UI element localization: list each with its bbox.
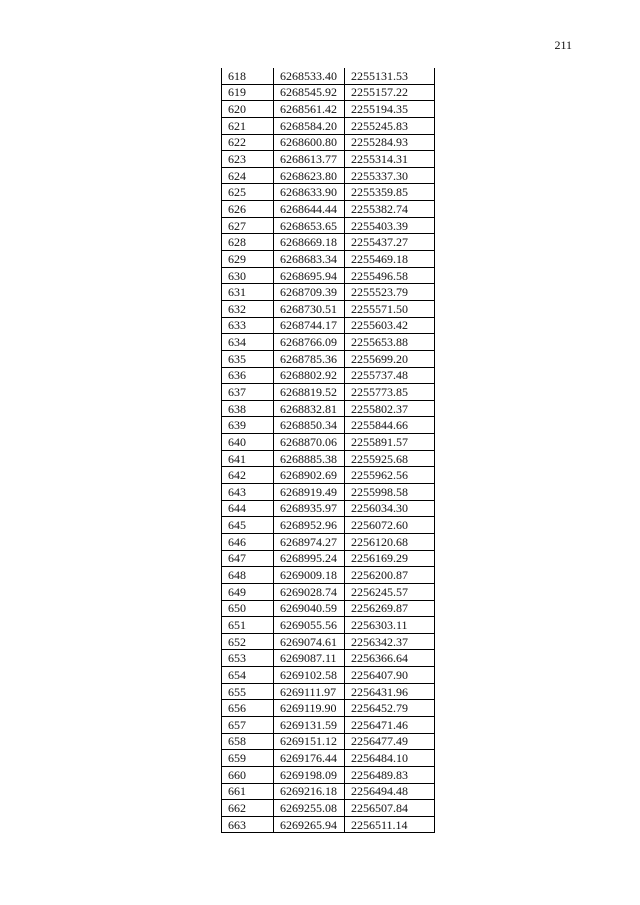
table-row <box>222 733 435 750</box>
y-coordinate-cell: 2255523.79 <box>345 284 435 301</box>
y-coordinate-cell: 2255844.66 <box>345 417 435 434</box>
y-coordinate-cell: 2255359.85 <box>345 184 435 201</box>
point-number-cell: 642 <box>222 467 274 484</box>
point-number-cell: 627 <box>222 217 274 234</box>
point-number-cell: 633 <box>222 317 274 334</box>
y-coordinate-cell: 2255653.88 <box>345 334 435 351</box>
y-coordinate-cell: 2255382.74 <box>345 201 435 218</box>
table-row <box>222 783 435 800</box>
x-coordinate-cell: 6269087.11 <box>274 650 345 667</box>
x-coordinate-cell: 6268885.38 <box>274 450 345 467</box>
x-coordinate-cell: 6269009.18 <box>274 567 345 584</box>
point-number-cell: 624 <box>222 167 274 184</box>
table-row <box>222 234 435 251</box>
table-row <box>222 434 435 451</box>
x-coordinate-cell: 6269216.18 <box>274 783 345 800</box>
table-row <box>222 766 435 783</box>
table-row <box>222 700 435 717</box>
table-row <box>222 117 435 134</box>
y-coordinate-cell: 2256407.90 <box>345 667 435 684</box>
point-number-cell: 655 <box>222 683 274 700</box>
y-coordinate-cell: 2255437.27 <box>345 234 435 251</box>
x-coordinate-cell: 6269055.56 <box>274 617 345 634</box>
table-row <box>222 400 435 417</box>
point-number-cell: 652 <box>222 633 274 650</box>
point-number-cell: 661 <box>222 783 274 800</box>
y-coordinate-cell: 2255403.39 <box>345 217 435 234</box>
point-number-cell: 635 <box>222 350 274 367</box>
y-coordinate-cell: 2256489.83 <box>345 766 435 783</box>
x-coordinate-cell: 6269102.58 <box>274 667 345 684</box>
table-row <box>222 500 435 517</box>
point-number-cell: 654 <box>222 667 274 684</box>
point-number-cell: 625 <box>222 184 274 201</box>
table-row <box>222 151 435 168</box>
table-row <box>222 484 435 501</box>
table-row <box>222 716 435 733</box>
point-number-cell: 650 <box>222 600 274 617</box>
point-number-cell: 621 <box>222 117 274 134</box>
x-coordinate-cell: 6268974.27 <box>274 533 345 550</box>
point-number-cell: 638 <box>222 400 274 417</box>
x-coordinate-cell: 6269074.61 <box>274 633 345 650</box>
point-number-cell: 647 <box>222 550 274 567</box>
table-row <box>222 583 435 600</box>
point-number-cell: 643 <box>222 484 274 501</box>
table-row <box>222 533 435 550</box>
table-row <box>222 217 435 234</box>
table-row <box>222 350 435 367</box>
point-number-cell: 657 <box>222 716 274 733</box>
table-row <box>222 267 435 284</box>
coordinates-table-body <box>222 68 435 833</box>
y-coordinate-cell: 2255194.35 <box>345 101 435 118</box>
y-coordinate-cell: 2255284.93 <box>345 134 435 151</box>
y-coordinate-cell: 2256471.46 <box>345 716 435 733</box>
y-coordinate-cell: 2256511.14 <box>345 816 435 833</box>
x-coordinate-cell: 6268683.34 <box>274 251 345 268</box>
x-coordinate-cell: 6268653.65 <box>274 217 345 234</box>
y-coordinate-cell: 2255496.58 <box>345 267 435 284</box>
y-coordinate-cell: 2255699.20 <box>345 350 435 367</box>
y-coordinate-cell: 2255737.48 <box>345 367 435 384</box>
x-coordinate-cell: 6269028.74 <box>274 583 345 600</box>
table-row <box>222 600 435 617</box>
x-coordinate-cell: 6268935.97 <box>274 500 345 517</box>
x-coordinate-cell: 6269198.09 <box>274 766 345 783</box>
point-number-cell: 656 <box>222 700 274 717</box>
y-coordinate-cell: 2256072.60 <box>345 517 435 534</box>
table-row <box>222 317 435 334</box>
point-number-cell: 651 <box>222 617 274 634</box>
x-coordinate-cell: 6268766.09 <box>274 334 345 351</box>
x-coordinate-cell: 6268902.69 <box>274 467 345 484</box>
x-coordinate-cell: 6268623.80 <box>274 167 345 184</box>
table-row <box>222 800 435 817</box>
y-coordinate-cell: 2256342.37 <box>345 633 435 650</box>
table-row <box>222 251 435 268</box>
y-coordinate-cell: 2255802.37 <box>345 400 435 417</box>
x-coordinate-cell: 6269131.59 <box>274 716 345 733</box>
x-coordinate-cell: 6268600.80 <box>274 134 345 151</box>
point-number-cell: 660 <box>222 766 274 783</box>
x-coordinate-cell: 6268533.40 <box>274 68 345 84</box>
y-coordinate-cell: 2255962.56 <box>345 467 435 484</box>
table-row <box>222 633 435 650</box>
table-row <box>222 750 435 767</box>
y-coordinate-cell: 2255571.50 <box>345 300 435 317</box>
x-coordinate-cell: 6268819.52 <box>274 384 345 401</box>
x-coordinate-cell: 6268584.20 <box>274 117 345 134</box>
y-coordinate-cell: 2256034.30 <box>345 500 435 517</box>
x-coordinate-cell: 6269151.12 <box>274 733 345 750</box>
table-row <box>222 567 435 584</box>
x-coordinate-cell: 6268730.51 <box>274 300 345 317</box>
table-row <box>222 417 435 434</box>
table-row <box>222 201 435 218</box>
point-number-cell: 641 <box>222 450 274 467</box>
x-coordinate-cell: 6269040.59 <box>274 600 345 617</box>
table-row <box>222 184 435 201</box>
y-coordinate-cell: 2255603.42 <box>345 317 435 334</box>
point-number-cell: 628 <box>222 234 274 251</box>
y-coordinate-cell: 2255157.22 <box>345 84 435 101</box>
table-row <box>222 650 435 667</box>
y-coordinate-cell: 2256169.29 <box>345 550 435 567</box>
coordinates-table <box>221 68 435 833</box>
y-coordinate-cell: 2256452.79 <box>345 700 435 717</box>
x-coordinate-cell: 6268709.39 <box>274 284 345 301</box>
table-row <box>222 450 435 467</box>
point-number-cell: 620 <box>222 101 274 118</box>
y-coordinate-cell: 2256303.11 <box>345 617 435 634</box>
x-coordinate-cell: 6268919.49 <box>274 484 345 501</box>
table-row <box>222 367 435 384</box>
point-number-cell: 636 <box>222 367 274 384</box>
point-number-cell: 646 <box>222 533 274 550</box>
x-coordinate-cell: 6268785.36 <box>274 350 345 367</box>
y-coordinate-cell: 2255131.53 <box>345 68 435 84</box>
table-row <box>222 167 435 184</box>
point-number-cell: 644 <box>222 500 274 517</box>
y-coordinate-cell: 2255998.58 <box>345 484 435 501</box>
point-number-cell: 653 <box>222 650 274 667</box>
table-row <box>222 101 435 118</box>
y-coordinate-cell: 2255245.83 <box>345 117 435 134</box>
y-coordinate-cell: 2256431.96 <box>345 683 435 700</box>
table-row <box>222 467 435 484</box>
x-coordinate-cell: 6269111.97 <box>274 683 345 700</box>
x-coordinate-cell: 6268952.96 <box>274 517 345 534</box>
point-number-cell: 663 <box>222 816 274 833</box>
y-coordinate-cell: 2256269.87 <box>345 600 435 617</box>
x-coordinate-cell: 6268545.92 <box>274 84 345 101</box>
x-coordinate-cell: 6269119.90 <box>274 700 345 717</box>
table-row <box>222 816 435 833</box>
table-row <box>222 617 435 634</box>
point-number-cell: 631 <box>222 284 274 301</box>
x-coordinate-cell: 6268995.24 <box>274 550 345 567</box>
y-coordinate-cell: 2256507.84 <box>345 800 435 817</box>
point-number-cell: 662 <box>222 800 274 817</box>
x-coordinate-cell: 6268633.90 <box>274 184 345 201</box>
x-coordinate-cell: 6268850.34 <box>274 417 345 434</box>
x-coordinate-cell: 6268561.42 <box>274 101 345 118</box>
point-number-cell: 645 <box>222 517 274 534</box>
table-row <box>222 334 435 351</box>
x-coordinate-cell: 6268870.06 <box>274 434 345 451</box>
x-coordinate-cell: 6268744.17 <box>274 317 345 334</box>
page-number: 211 <box>554 38 572 52</box>
x-coordinate-cell: 6269255.08 <box>274 800 345 817</box>
table-row <box>222 667 435 684</box>
table-row <box>222 300 435 317</box>
point-number-cell: 659 <box>222 750 274 767</box>
y-coordinate-cell: 2256120.68 <box>345 533 435 550</box>
x-coordinate-cell: 6269176.44 <box>274 750 345 767</box>
y-coordinate-cell: 2255337.30 <box>345 167 435 184</box>
x-coordinate-cell: 6268669.18 <box>274 234 345 251</box>
table-row <box>222 84 435 101</box>
point-number-cell: 648 <box>222 567 274 584</box>
point-number-cell: 630 <box>222 267 274 284</box>
point-number-cell: 622 <box>222 134 274 151</box>
table-row <box>222 384 435 401</box>
y-coordinate-cell: 2256245.57 <box>345 583 435 600</box>
point-number-cell: 637 <box>222 384 274 401</box>
x-coordinate-cell: 6268832.81 <box>274 400 345 417</box>
y-coordinate-cell: 2256200.87 <box>345 567 435 584</box>
y-coordinate-cell: 2256366.64 <box>345 650 435 667</box>
point-number-cell: 649 <box>222 583 274 600</box>
point-number-cell: 634 <box>222 334 274 351</box>
y-coordinate-cell: 2255773.85 <box>345 384 435 401</box>
y-coordinate-cell: 2256494.48 <box>345 783 435 800</box>
x-coordinate-cell: 6268644.44 <box>274 201 345 218</box>
table-row <box>222 284 435 301</box>
x-coordinate-cell: 6268695.94 <box>274 267 345 284</box>
point-number-cell: 632 <box>222 300 274 317</box>
table-row <box>222 68 435 84</box>
x-coordinate-cell: 6269265.94 <box>274 816 345 833</box>
table-row <box>222 134 435 151</box>
y-coordinate-cell: 2256484.10 <box>345 750 435 767</box>
x-coordinate-cell: 6268802.92 <box>274 367 345 384</box>
y-coordinate-cell: 2255891.57 <box>345 434 435 451</box>
point-number-cell: 619 <box>222 84 274 101</box>
table-row <box>222 550 435 567</box>
x-coordinate-cell: 6268613.77 <box>274 151 345 168</box>
table-row <box>222 517 435 534</box>
point-number-cell: 626 <box>222 201 274 218</box>
point-number-cell: 640 <box>222 434 274 451</box>
y-coordinate-cell: 2255925.68 <box>345 450 435 467</box>
point-number-cell: 629 <box>222 251 274 268</box>
point-number-cell: 618 <box>222 68 274 84</box>
point-number-cell: 623 <box>222 151 274 168</box>
y-coordinate-cell: 2256477.49 <box>345 733 435 750</box>
y-coordinate-cell: 2255314.31 <box>345 151 435 168</box>
point-number-cell: 639 <box>222 417 274 434</box>
point-number-cell: 658 <box>222 733 274 750</box>
y-coordinate-cell: 2255469.18 <box>345 251 435 268</box>
table-row <box>222 683 435 700</box>
